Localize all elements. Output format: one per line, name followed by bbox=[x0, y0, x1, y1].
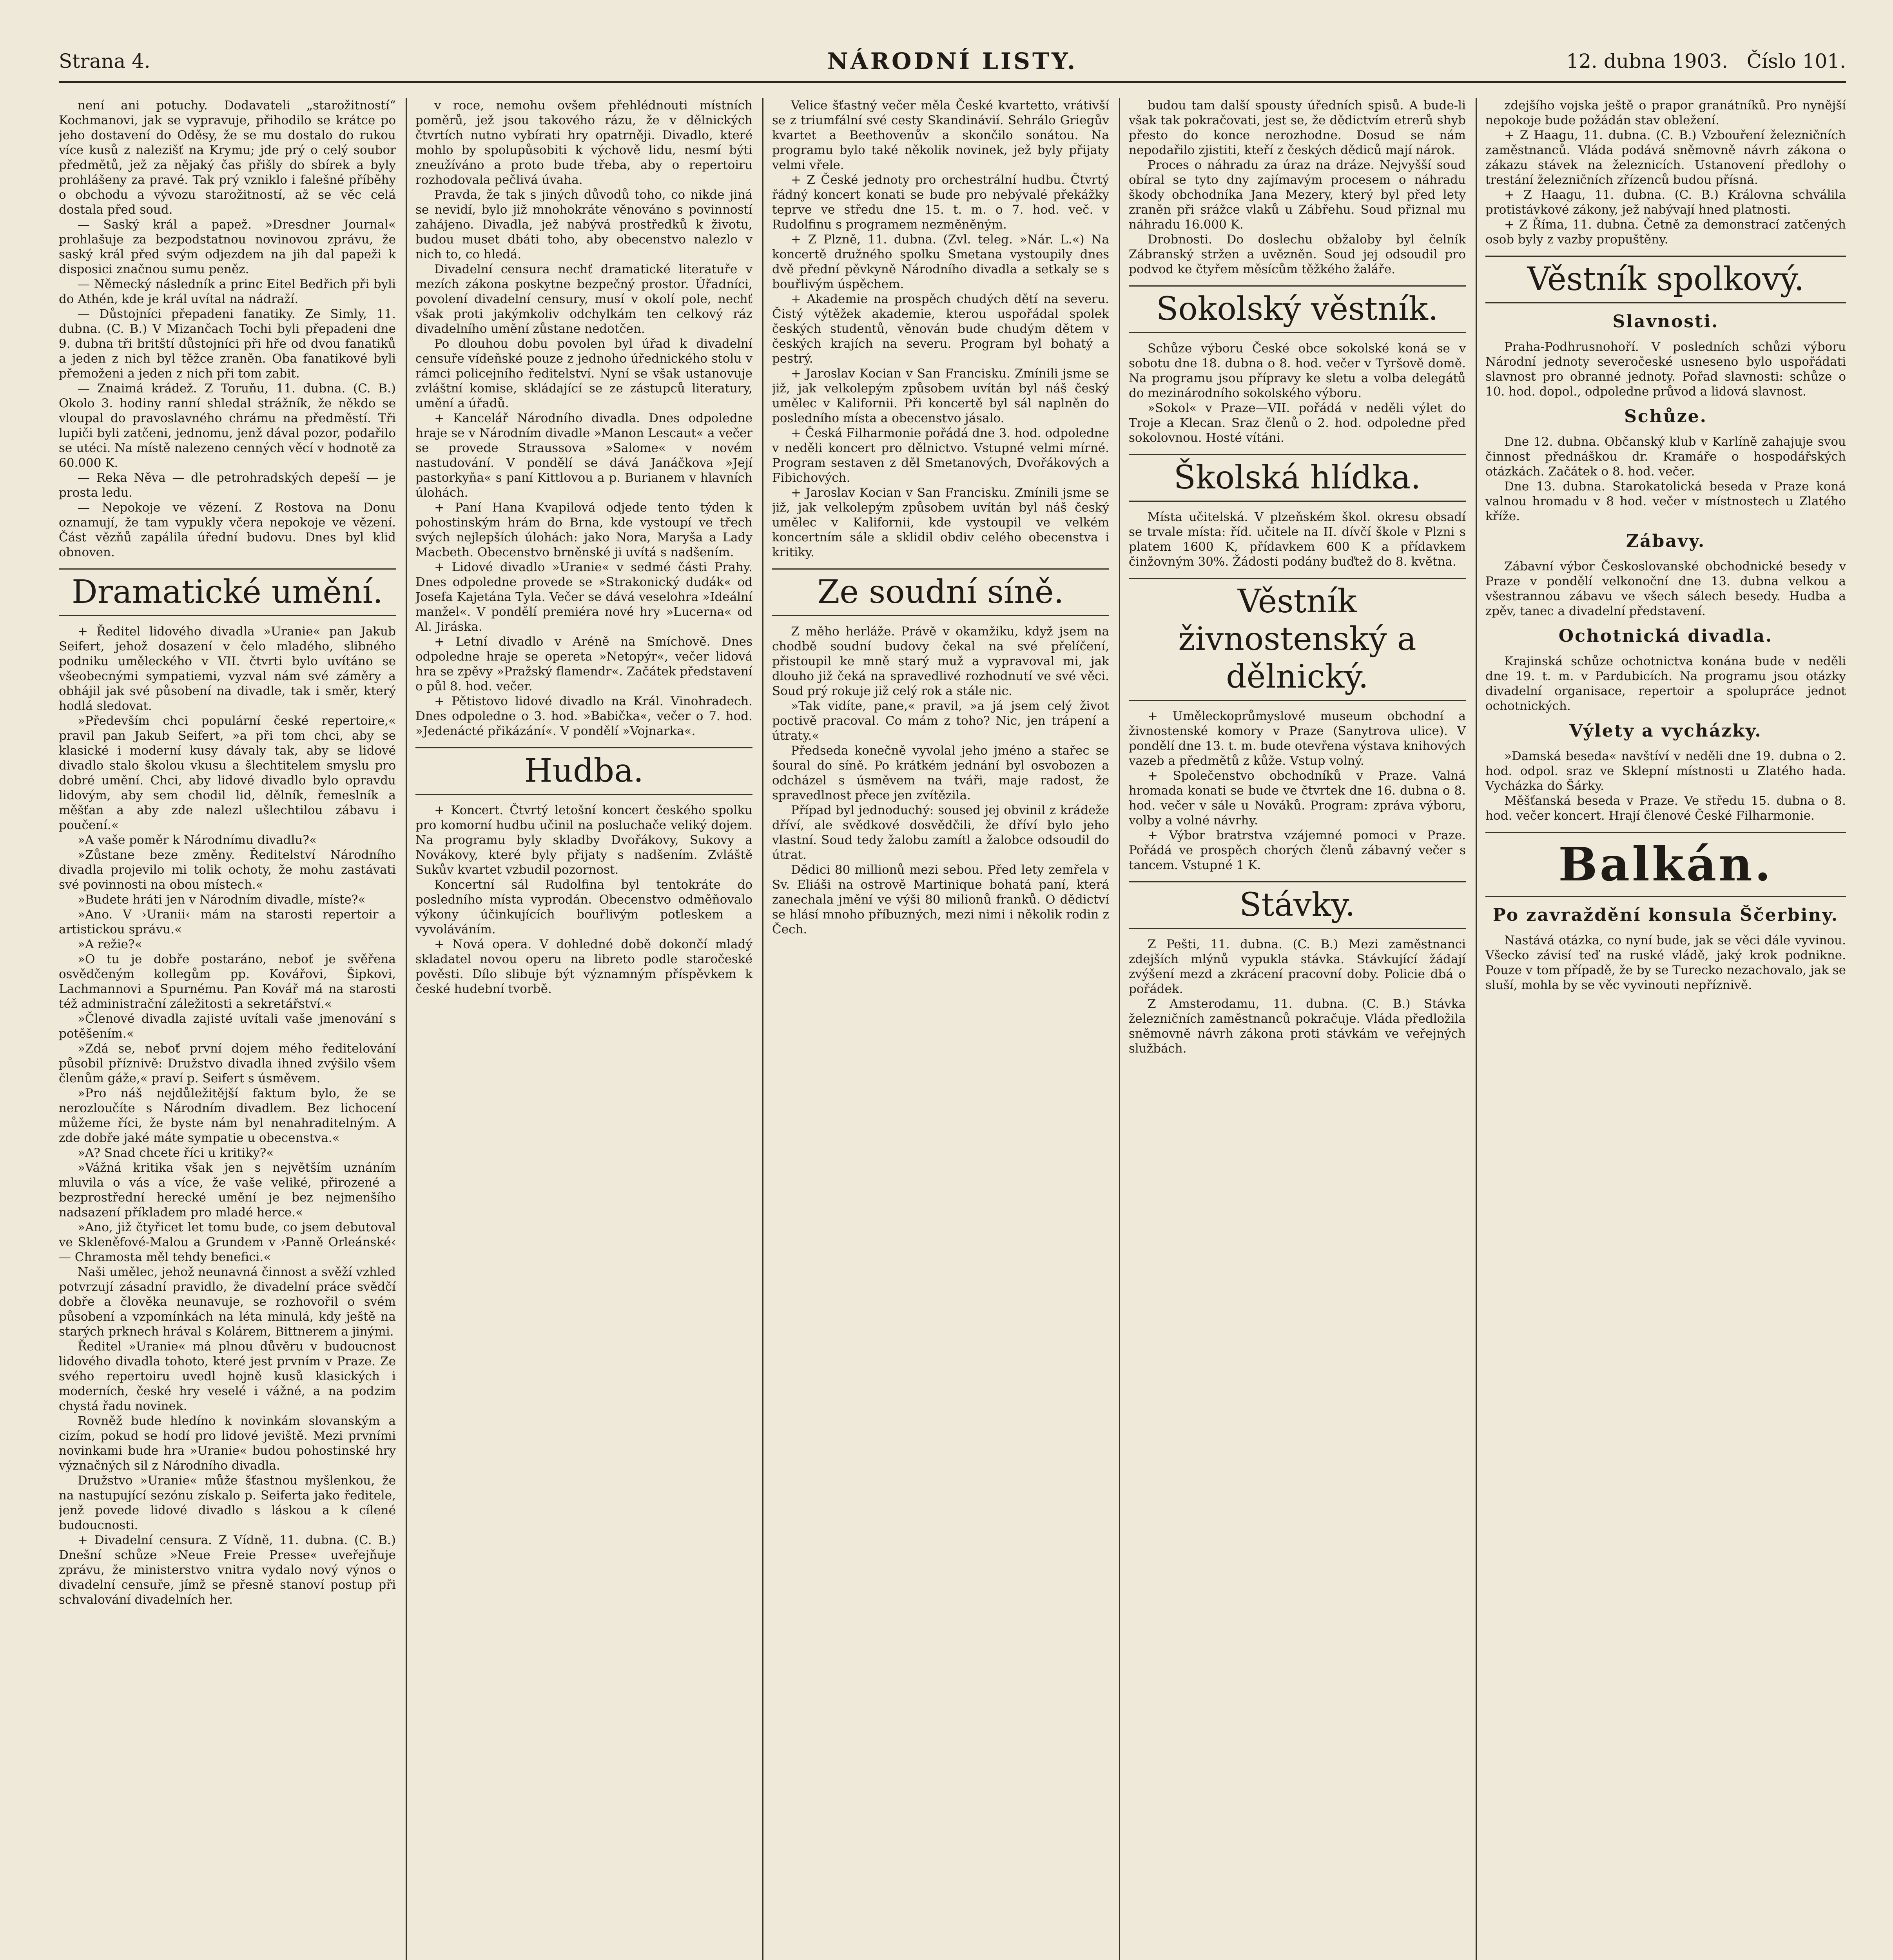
article-paragraph: »O tu je dobře postaráno, neboť je svěřena osvědčeným kollegům pp. Kovářovi, Šipkovi, Lachmannovi a Spurnému. Pan Kovář má na starosti též administrační záležitosti a sekretářství.« bbox=[59, 952, 396, 1011]
article-paragraph: »Zůstane beze změny. Ředitelství Národního divadla projevilo mi tolik ochoty, že mohu zastávati své povinnosti na obou místech.« bbox=[59, 848, 396, 892]
section-heading: Věstník spolkový. bbox=[1485, 256, 1846, 303]
column-3 bbox=[772, 98, 1109, 1960]
article-paragraph: Drobnosti. Do doslechu obžaloby byl čelník Zábranský stržen a uvězněn. Soud jej odsoudil pro podvod ke čtyřem měsícům těžkého žaláře. bbox=[1129, 232, 1466, 276]
section-heading: Hudba. bbox=[415, 747, 752, 795]
article-paragraph: + Ředitel lidového divadla »Uranie« pan Jakub Seifert, jehož dosazení v čelo mladého, slibného podniku uměleckého v VII. čtvrti bylo uvítáno se všeobecnými sympatiemi, vyzval nám své záměry a obhájil jak své působení na divadle, tak i směr, který hodlá sledovat. bbox=[59, 624, 396, 713]
article-paragraph: »Damská beseda« navštíví v neděli dne 19. dubna o 2. hod. odpol. sraz ve Sklepní místnosti u Zlatého hada. Vycházka do Šárky. bbox=[1485, 749, 1846, 793]
article-paragraph: + Z České jednoty pro orchestrální hudbu. Čtvrtý řádný koncert konati se bude pro nebývalé překážky teprve ve středu dne 15. t. m. o 7. hod. več. v Rudolfinu s programem nezměněným. bbox=[772, 173, 1109, 232]
column-1 bbox=[59, 98, 396, 1960]
article-paragraph: Pravda, že tak s jiných důvodů toho, co nikde jiná se nevidí, bylo již mnohokráte věnováno s povinností zahájeno. Divadla, jež nabývá prostředků k životu, budou muset dbáti toho, aby obecenstvo nalezlo v nich to, co hledá. bbox=[415, 188, 752, 261]
article-paragraph: Praha-Podhrusnohoří. V posledních schůzi výboru Národní jednoty severočeské usneseno bylo uspořádati slavnost pro obranné jednoty. Pořad slavnosti: schůze o 10. hod. dopol., odpoledne průvod a lidová slavnost. bbox=[1485, 340, 1846, 399]
article-paragraph: — Znaimá krádež. Z Toruňu, 11. dubna. (C. B.) Okolo 3. hodiny ranní shledal strážník, že někdo se vloupal do pravoslavného chrámu na předměstí. Tři lupiči byli zatčeni, jednomu, jenž dával pozor, podařilo se utéci. Na místě nalezeno cenných věcí v hodnotě za 60.000 K. bbox=[59, 381, 396, 470]
article-paragraph: »A vaše poměr k Národnímu divadlu?« bbox=[78, 833, 317, 847]
article-paragraph: — Saský král a papež. »Dresdner Journal« prohlašuje za bezpodstatnou novinovou zprávu, že saský král před svým odjezdem na jih dal papeži k disposici značnou sumu peněz. bbox=[59, 218, 396, 276]
article-paragraph: — Důstojníci přepadeni fanatiky. Ze Simly, 11. dubna. (C. B.) V Mizančach Tochi byli přepadeni dne 9. dubna tři britští důstojníci při hře od dvou fanatiků a jeden z nich byl těžce zraněn. Oba fanatikové byli přemoženi a jeden z nich při tom zabit. bbox=[59, 307, 396, 381]
article-paragraph: Družstvo »Uranie« může šťastnou myšlenkou, že na nastupující sezónu získalo p. Seiferta jako ředitele, jenž povede lidové divadlo s láskou a k cílené budoucnosti. bbox=[59, 1474, 396, 1532]
section-heading: Školská hlídka. bbox=[1129, 454, 1466, 502]
article-paragraph: + Z Haagu, 11. dubna. (C. B.) Královna schválila protistávkové zákony, jež nabývají hned platnosti. bbox=[1485, 188, 1846, 217]
article-paragraph: »Především chci populární české repertoire,« pravil pan Jakub Seifert, »a při tom chci, aby se klasické i moderní kusy dávaly tak, aby se lidové divadlo stalo školou vkusu a šlechtitelem smyslu pro dobré umění. Chci, aby lidové divadlo bylo opravdu lidovým, aby sem chodil lid, dělník, řemeslník a měšťan a aby zde nalezl ušlechtilou zábavu i poučení.« bbox=[59, 714, 396, 832]
newspaper-title: NÁRODNÍ LISTY. bbox=[827, 48, 1078, 74]
article-paragraph: »Tak vidíte, pane,« pravil, »a já jsem celý život poctivě pracoval. Co mám z toho? Nic, jen trápení a útraty.« bbox=[772, 699, 1109, 743]
article-paragraph: — Reka Něva — dle petrohradských depeší — je prosta ledu. bbox=[59, 471, 396, 500]
article-paragraph: Proces o náhradu za úraz na dráze. Nejvyšší soud obíral se tyto dny zajímavým procesem o náhradu škody obchodníka Jana Mezery, který byl před lety zraněn při srážce vlaků u Zábřehu. Soud přiznal mu náhradu 16.000 K. bbox=[1129, 158, 1466, 232]
column-divider bbox=[1119, 98, 1120, 1960]
article-paragraph: + Jaroslav Kocian v San Francisku. Zmínili jsme se již, jak velkolepým způsobem uvítán byl náš český umělec v Kalifornii, kde vystoupil ve velkém koncertním sále a sklidil obdiv celého obecenstva i kritiky. bbox=[772, 486, 1109, 559]
article-paragraph: budou tam další spousty úředních spisů. A bude-li však tak pokračovati, jest se, že dědictvím etrerů shyb přesto do konce nerozhodne. Dosud se nám nepodařilo zjistiti, kteří z českých dědiců mají nárok. bbox=[1129, 98, 1466, 157]
article-paragraph: + Paní Hana Kvapilová odjede tento týden k pohostinským hrám do Brna, kde vystoupí ve třech svých nejlepších úlohách: jako Nora, Maryša a Lady Macbeth. Obecenstvo brněnské ji uvítá s nadšením. bbox=[415, 501, 752, 559]
article-paragraph: + Akademie na prospěch chudých dětí na severu. Čistý výtěžek akademie, kterou uspořádal spolek českých studentů, věnován bude chudým dětem v českých krajích na severu. Program byl bohatý a pestrý. bbox=[772, 292, 1109, 366]
article-paragraph: Dne 12. dubna. Občanský klub v Karlíně zahajuje svou činnost přednáškou dr. Kramáře o hospodářských otázkách. Začátek o 8. hod. večer. bbox=[1485, 435, 1846, 479]
article-paragraph: + Letní divadlo v Aréně na Smíchově. Dnes odpoledne hraje se opereta »Netopýr«, večer lidová hra se zpěvy »Pražský flamendr«. Začátek představení o půl 8. hod. večer. bbox=[415, 635, 752, 693]
section-heading: Věstník živnostenský a dělnický. bbox=[1129, 578, 1466, 701]
article-paragraph: — Nepokoje ve vězení. Z Rostova na Donu oznamují, že tam vypukly včera nepokoje ve vězení. Část vězňů zapálila úřední budovu. Dnes byl klid obnoven. bbox=[59, 501, 396, 559]
article-paragraph: Místa učitelská. V plzeňském škol. okresu obsadí se trvale místa: říd. učitele na II. dívčí škole v Plzni s platem 1600 K, přídavkem 600 K a přídavkem činžovným 30%. Žádosti podány buďtež do 8. května. bbox=[1129, 510, 1466, 569]
article-paragraph: + Z Haagu, 11. dubna. (C. B.) Vzbouření železničních zaměstnanců. Vláda podává sněmovně návrh zákona o zákazu stávek na železnicích. Ustanovení předlohy o trestání železničních zřízenců budou přísná. bbox=[1485, 128, 1846, 187]
article-paragraph: »Sokol« v Praze—VII. pořádá v neděli výlet do Troje a Klecan. Sraz členů o 2. hod. odpoledne před sokolovnou. Hosté vítáni. bbox=[1129, 401, 1466, 445]
article-paragraph: Po dlouhou dobu povolen byl úřad k divadelní censuře vídeňské pouze z jednoho úřednického stolu v rámci policejního ředitelství. Nyní se však ustanovuje zvláštní komise, skládající se ze zástupců literatury, umění a úřadů. bbox=[415, 337, 752, 410]
page-header bbox=[59, 46, 1846, 76]
header-rule bbox=[59, 81, 1846, 83]
article-paragraph: + Výbor bratrstva vzájemné pomoci v Praze. Pořádá ve prospěch chorých členů zábavný večer s tancem. Vstupné 1 K. bbox=[1129, 828, 1466, 872]
section-heading: Stávky. bbox=[1129, 881, 1466, 929]
article-paragraph: »Pro náš nejdůležitější faktum bylo, že se nerozloučíte s Národním divadlem. Bez lichocení můžeme říci, že byste nám byl nenahraditelným. A zde dobře jaké máte sympatie u obecenstva.« bbox=[59, 1086, 396, 1145]
article-paragraph: v roce, nemohu ovšem přehlédnouti místních poměrů, jež jsou takového rázu, že v dělnických čtvrtích nutno vybírati hry opatrněji. Divadlo, které mohlo by spolupůsobiti k výchově lidu, nesmí býti zneužíváno a proto bude třeba, aby o repertoiru rozhodovala pečlivá úvaha. bbox=[415, 98, 752, 187]
article-paragraph: Divadelní censura nechť dramatické literatuře v mezích zákona poskytne bezpečný prostor. Úřadníci, povolení divadelní censury, musí v okolí pole, nechť však proti jakýmkoliv odchylkám ten celkový ráz divadelního umění zůstane nedotčen. bbox=[415, 262, 752, 336]
article-paragraph: + Nová opera. V dohledné době dokončí mladý skladatel novou operu na libreto podle staročeské pověsti. Dílo slibuje být významným příspěvkem k české hudební tvorbě. bbox=[415, 937, 752, 996]
article-paragraph: + Koncert. Čtvrtý letošní koncert českého spolku pro komorní hudbu učinil na posluchače veliký dojem. Na programu byly skladby Dvořákovy, Sukovy a Novákovy, které byly přijaty s nadšením. Zvláště Sukův kvartet vzbudil pozornost. bbox=[415, 803, 752, 877]
article-paragraph: + Česká Filharmonie pořádá dne 3. hod. odpoledne v neděli koncert pro dělnictvo. Vstupné velmi mírné. Program sestaven z děl Smetanových, Dvořákových a Fibichových. bbox=[772, 426, 1109, 485]
article-paragraph: Případ byl jednoduchý: soused jej obvinil z krádeže dříví, ale svědkové dosvědčili, že dříví bylo jeho vlastní. Soud tedy žalobu zamítl a žalobce odsoudil do útrat. bbox=[772, 803, 1109, 862]
article-paragraph: Z Pešti, 11. dubna. (C. B.) Mezi zaměstnanci zdejších mlýnů vypukla stávka. Stávkující žádají zvýšení mezd a zkrácení pracovní doby. Policie dbá o pořádek. bbox=[1129, 937, 1466, 996]
subsection-heading: Ochotnická divadla. bbox=[1558, 626, 1773, 646]
column-2 bbox=[415, 98, 752, 1960]
column-5 bbox=[1485, 98, 1846, 1960]
article-paragraph: + Lidové divadlo »Uranie« v sedmé části Prahy. Dnes odpoledne provede se »Strakonický dudák« od Josefa Kajetána Tyla. Večer se dává veselohra »Ideální manžel«. V pondělí premiéra nové hry »Lucerna« od Al. Jiráska. bbox=[415, 560, 752, 634]
issue-number: Číslo 101. bbox=[1746, 50, 1846, 73]
article-paragraph: zdejšího vojska ještě o prapor granátníků. Pro nynější nepokoje bude požádán stav obležení. bbox=[1485, 98, 1846, 127]
article-paragraph: Koncertní sál Rudolfina byl tentokráte do posledního místa vyprodán. Obecenstvo odměňovalo výkony účinkujících bouřlivým potleskem a vyvoláváním. bbox=[415, 878, 752, 936]
article-paragraph: »Ano, již čtyřicet let tomu bude, co jsem debutoval ve Skleněfové-Malou a Grundem v ›Panně Orleánské‹ — Chramosta měl tehdy benefici.« bbox=[59, 1220, 396, 1264]
column-divider bbox=[1476, 98, 1477, 1960]
article-paragraph: Ředitel »Uranie« má plnou důvěru v budoucnost lidového divadla tohoto, které jest prvním v Praze. Ze svého repertoiru uvedl hojně kusů klasických i moderních, české hry veselé i vážné, a na podzim chystá řadu novinek. bbox=[59, 1339, 396, 1413]
article-paragraph: + Divadelní censura. Z Vídně, 11. dubna. (C. B.) Dnešní schůze »Neue Freie Presse« uveřejňuje zprávu, že ministerstvo vnitra vydalo nový výnos o divadelní censuře, jímž se přesně stanoví postup při schvalování divadelních her. bbox=[59, 1533, 396, 1607]
article-paragraph: Naši umělec, jehož neunavná činnost a svěží vzhled potvrzují zásadní pravidlo, že divadelní práce svědčí dobře a člověka neunavuje, se rozhovořil o svém působení a vzpomínkách na léta minulá, kdy ještě na starých prknech hrával s Kolárem, Bittnerem a jinými. bbox=[59, 1265, 396, 1339]
column-divider bbox=[406, 98, 407, 1960]
article-paragraph: Dědici 80 millionů mezi sebou. Před lety zemřela v Sv. Eliáši na ostrově Martinique bohatá paní, která zanechala jmění ve výši 80 milionů franků. O dědictví se hlásí mnoho příbuzných, mezi nimi i několik rodin z Čech. bbox=[772, 863, 1109, 936]
section-heading: Dramatické umění. bbox=[59, 568, 396, 616]
article-paragraph: Dne 13. dubna. Starokatolická beseda v Praze koná valnou hromadu v 8 hod. večer v místnostech u Zlatého kříže. bbox=[1485, 479, 1846, 523]
subsection-heading: Slavnosti. bbox=[1612, 312, 1719, 332]
article-paragraph: »Ano. V ›Uranii‹ mám na starosti repertoir a artistickou správu.« bbox=[59, 907, 396, 936]
section-heading: Balkán. bbox=[1485, 832, 1846, 897]
article-paragraph: Krajinská schůze ochotnictva konána bude v neděli dne 19. t. m. v Pardubicích. Na programu jsou otázky divadelní organisace, repertoir a spolupráce jednot ochotnických. bbox=[1485, 654, 1846, 713]
article-paragraph: Z měho herláže. Právě v okamžiku, když jsem na chodbě soudní budovy čekal na své přelíčení, přistoupil ke mně starý muž a vypravoval mi, jak dlouho již čeká na spravedlivé rozhodnutí ve své věci. Soud prý rokuje již celý rok a stále nic. bbox=[772, 624, 1109, 698]
article-paragraph: Nastává otázka, co nyní bude, jak se věci dále vyvinou. Všecko závisí teď na ruské vládě, jaký krok podnikne. Pouze v tom případě, že by se Turecko nezachovalo, jak se sluší, mohla by se věc vyvinouti nepříznivě. bbox=[1485, 933, 1846, 992]
subsection-heading: Schůze. bbox=[1624, 407, 1707, 426]
article-paragraph: »A? Snad chcete říci u kritiky?« bbox=[78, 1146, 274, 1160]
subsection-heading: Po zavraždění konsula Ščerbiny. bbox=[1492, 905, 1839, 925]
article-paragraph: »Vážná kritika však jen s největším uznáním mluvila o vás a více, že vaše veliké, přirozené a bezprostřední herecké umění je bez nejmenšího nadsazení příkladem pro mladé herce.« bbox=[59, 1161, 396, 1220]
article-paragraph: Rovněž bude hledíno k novinkám slovanským a cizím, pokud se hodí pro lidové jeviště. Mezi prvními novinkami bude hra »Uranie« budou pohostinské hry význačných sil z Národního divadla. bbox=[59, 1414, 396, 1473]
article-paragraph: »Zdá se, neboť první dojem mého ředitelování působil příznivě: Družstvo divadla ihned zvýšilo všem členům gáže,« praví p. Seifert s úsměvem. bbox=[59, 1042, 396, 1085]
article-paragraph: »Budete hráti jen v Národním divadle, míste?« bbox=[78, 893, 366, 907]
column-divider bbox=[762, 98, 763, 1960]
article-paragraph: + Jaroslav Kocian v San Francisku. Zmínili jsme se již, jak velkolepým způsobem uvítán byl náš český umělec v Kalifornii. Při koncertě byl sál naplněn do posledního místa a obecenstvo jásalo. bbox=[772, 367, 1109, 425]
article-paragraph: + Z Plzně, 11. dubna. (Zvl. teleg. »Nár. L.«) Na koncertě družného spolku Smetana vystoupily dnes dvě přední pěvkyně Národního divadla a setkaly se s bouřlivým úspěchem. bbox=[772, 232, 1109, 291]
article-paragraph: »Členové divadla zajisté uvítali vaše jmenování s potěšením.« bbox=[59, 1012, 396, 1041]
article-paragraph: Velice šťastný večer měla České kvartetto, vrátivší se z triumfální své cesty Skandinávií. Sehrálo Griegův kvartet a Beethovenův a skončilo sonátou. Na programu bylo také několik novinek, jež byly přijaty velmi vřele. bbox=[772, 98, 1109, 172]
article-paragraph: + Pětistovo lidové divadlo na Král. Vinohradech. Dnes odpoledne o 3. hod. »Babička«, večer o 7. hod. »Jedenácté přikázání«. V pondělí »Vojnarka«. bbox=[415, 694, 752, 738]
section-heading: Sokolský věstník. bbox=[1129, 285, 1466, 333]
subsection-heading: Zábavy. bbox=[1626, 531, 1706, 551]
column-4 bbox=[1129, 98, 1466, 1960]
article-paragraph: Zábavní výbor Českoslovanské obchodnické besedy v Praze v pondělí velkonoční dne 13. dubna velkou a všestrannou zábavu ve všech sálech besedy. Hudba a zpěv, tanec a divadelní představení. bbox=[1485, 559, 1846, 618]
subsection-heading: Výlety a vycházky. bbox=[1569, 721, 1762, 741]
article-paragraph: + Z Říma, 11. dubna. Četně za demonstrací zatčených osob byly z vazby propuštěny. bbox=[1485, 218, 1846, 247]
article-paragraph: Z Amsterodamu, 11. dubna. (C. B.) Stávka železničních zaměstnanců pokračuje. Vláda předložila sněmovně návrh zákona proti stávkám ve veřejných službách. bbox=[1129, 997, 1466, 1056]
issue-date: 12. dubna 1903. Číslo 101. bbox=[1566, 50, 1846, 73]
article-paragraph: — Německý následník a princ Eitel Bedřich při byli do Athén, kde je král uvítal na nádraží. bbox=[59, 277, 396, 306]
article-paragraph: + Uměleckoprůmyslové museum obchodní a živnostenské komory v Praze (Sanytrova ulice). V pondělí dne 13. t. m. bude otevřena výstava knihových vazeb a předmětů z kůže. Vstup volný. bbox=[1129, 709, 1466, 768]
article-paragraph: Schůze výboru České obce sokolské koná se v sobotu dne 18. dubna o 8. hod. večer v Tyršově domě. Na programu jsou přípravy ke sletu a volba delegátů do mezinárodního sokolského výboru. bbox=[1129, 341, 1466, 400]
article-paragraph: Měšťanská beseda v Praze. Ve středu 15. dubna o 8. hod. večer koncert. Hrají členové České Filharmonie. bbox=[1485, 794, 1846, 823]
article-paragraph: + Společenstvo obchodníků v Praze. Valná hromada konati se bude ve čtvrtek dne 16. dubna o 8. hod. večer v sále u Nováků. Program: zpráva výboru, volby a volné návrhy. bbox=[1129, 769, 1466, 828]
article-paragraph: + Kancelář Národního divadla. Dnes odpoledne hraje se v Národním divadle »Manon Lescaut« a večer se provede Straussova »Salome« v novém nastudování. V pondělí se dává Janáčkova »Její pastorkyňa« s paní Kittlovou a p. Burianem v hlavních úlohách. bbox=[415, 411, 752, 500]
page-number: Strana 4. bbox=[59, 50, 150, 73]
article-paragraph: Předseda konečně vyvolal jeho jméno a stařec se šoural do síně. Po krátkém jednání byl osvobozen a odcházel s úsměvem na tváři, maje radost, že spravedlnost přece jen zvítězila. bbox=[772, 744, 1109, 802]
article-paragraph: není ani potuchy. Dodavateli „starožitností“ Kochmanovi, jak se vypravuje, přihodilo se krátce po jeho dostavení do Oděsy, že se mu dostalo do rukou více kusů z nalezišť na Krymu; jde prý o celý soubor předmětů, jež za nějaký čas přišly do sbírek a byly prohlášeny za pravé. Tak prý vzniklo i falešné příběhy o obchodu a vývozu starožitností, až se věc celá dostala před soud. bbox=[59, 98, 396, 217]
article-paragraph: »A režie?« bbox=[78, 937, 142, 951]
section-heading: Ze soudní síně. bbox=[772, 568, 1109, 616]
